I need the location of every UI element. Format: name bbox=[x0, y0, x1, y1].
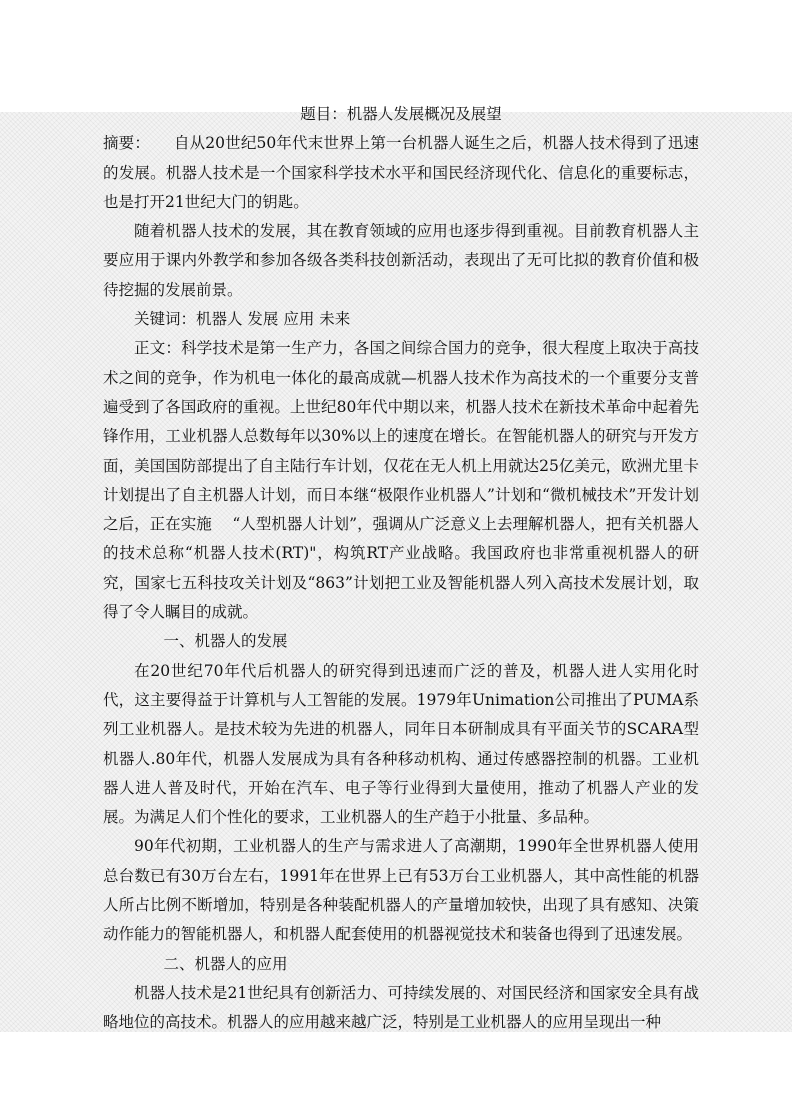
abstract-paragraph-2: 随着机器人技术的发展，其在教育领域的应用也逐步得到重视。目前教育机器人主要应用于课内外教学和参加各级各类科技创新活动，表现出了无可比拟的教育价值和极待挖掘的发展前景。 bbox=[103, 222, 699, 299]
page-title: 题目：机器人发展概况及展望 bbox=[300, 105, 502, 123]
document-page bbox=[103, 100, 699, 1038]
abstract-text: 自从20世纪50年代末世界上第一台机器人诞生之后，机器人技术得到了迅速的发展。机器人技术是一个国家科学技术水平和国民经济现代化、信息化的重要标志，也是打开21世纪大门的钥匙。 bbox=[103, 134, 699, 211]
body-paragraph-3: 90年代初期，工业机器人的生产与需求进人了高潮期，1990年全世界机器人使用总台数已有30万台左右，1991年在世界上已有53万台工业机器人，其中高性能的机器人所占比例不断增加，特别是各种装配机器人的产量增加较快，出现了具有感知、决策动作能力的智能机器人，和机器人配套使用的机器视觉技术和装备也得到了迅速发展。 bbox=[103, 837, 699, 944]
body-paragraph-2: 在20世纪70年代后机器人的研究得到迅速而广泛的普及，机器人进人实用化时代，这主要得益于计算机与人工智能的发展。1979年Unimation公司推出了PUMA系列工业机器人。是技术较为先进的机器人，同年日本研制成具有平面关节的SCARA型机器人.80年代，机器人发展成为具有各种移动机构、通过传感器控制的机器。工业机器人进人普及时代，开始在汽车、电子等行业得到大量使用，推动了机器人产业的发展。为满足人们个性化的要求，工业机器人的生产趋于小批量、多品种。 bbox=[103, 661, 699, 827]
body-paragraph-4: 机器人技术是21世纪具有创新活力、可持续发展的、对国民经济和国家安全具有战略地位的高技术。机器人的应用越来越广泛，特别是工业机器人的应用呈现出一种 bbox=[103, 983, 699, 1032]
section-heading-1: 一、机器人的发展 bbox=[163, 632, 288, 651]
abstract-label: 摘要： bbox=[103, 134, 150, 153]
keywords: 关键词：机器人 发展 应用 未来 bbox=[134, 310, 351, 329]
body-paragraph-1: 正文：科学技术是第一生产力，各国之间综合国力的竞争，很大程度上取决于高技术之间的竞争，作为机电一体化的最高成就—机器人技术作为高技术的一个重要分支普遍受到了各国政府的重视。上世纪80年代中期以来，机器人技术在新技术革命中起着先锋作用，工业机器人总数每年以30%以上的速度在增长。在智能机器人的研究与开发方面，美国国防部提出了自主陆行车计划，仅花在无人机上用就达25亿美元，欧洲尤里卡计划提出了自主机器人计划，而日本继“极限作业机器人”计划和“微机械技术”开发计划之后，正在实施 “人型机器人计划”，强调从广泛意义上去理解机器人，把有关机器人的技术总称“机器人技术(RT)"，构筑RT产业战略。我国政府也非常重视机器人的研究，国家七五科技攻关计划及“863”计划把工业及智能机器人列入高技术发展计划，取得了令人瞩目的成就。 bbox=[103, 339, 699, 622]
abstract bbox=[103, 129, 699, 217]
section-heading-2: 二、机器人的应用 bbox=[163, 954, 288, 973]
